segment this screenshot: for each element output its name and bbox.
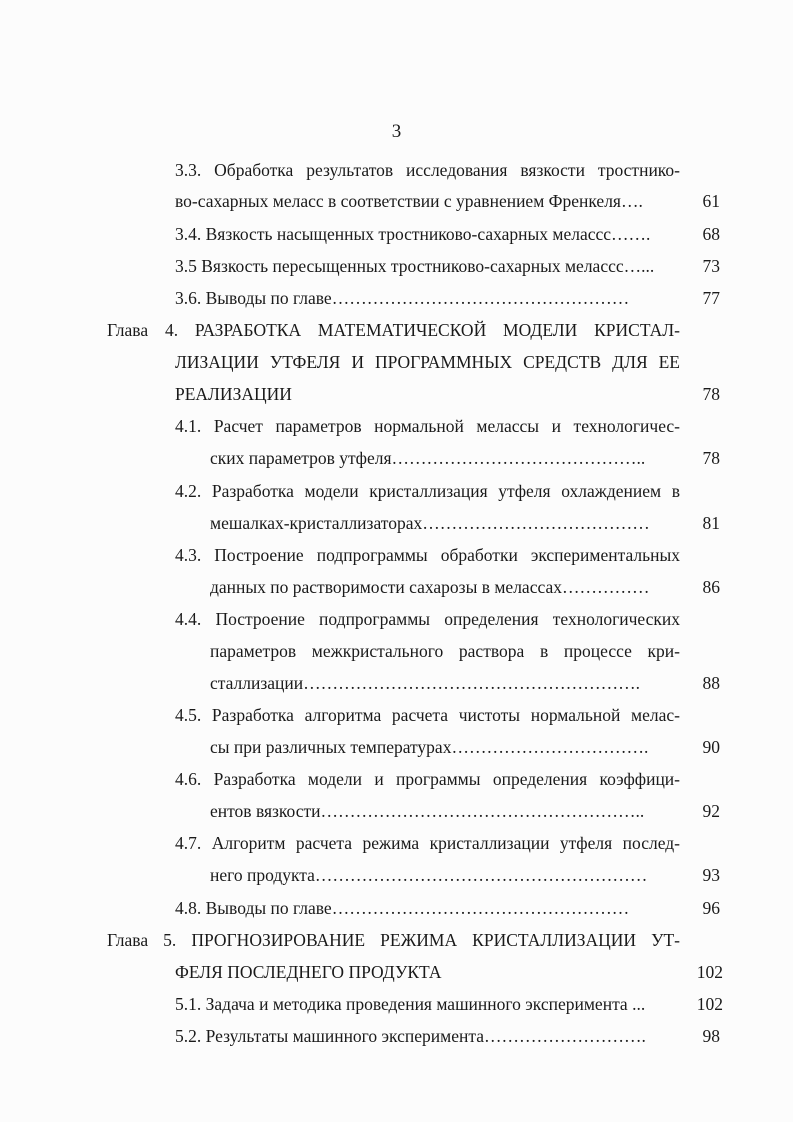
toc-chapter-5-line-2 xyxy=(175,960,723,984)
toc-entry-page: 90 xyxy=(702,737,720,757)
toc-entry-text: 4.5. Разработка алгоритма расчета чистоты нормальной мелас- xyxy=(175,705,680,725)
toc-chapter-5-line-1 xyxy=(107,928,680,952)
toc-entry-5-2 xyxy=(175,1024,720,1048)
toc-entry-4-3-line-1 xyxy=(175,543,680,567)
toc-entry-page: 96 xyxy=(702,898,720,918)
toc-entry-text: 4.8. Выводы по главе…………………………………………… xyxy=(175,898,630,918)
toc-entry-text: РЕАЛИЗАЦИИ xyxy=(175,384,292,404)
toc-entry-text: 3.6. Выводы по главе…………………………………………… xyxy=(175,288,630,308)
toc-entry-page: 78 xyxy=(702,448,720,468)
toc-entry-page: 86 xyxy=(702,577,720,597)
toc-entry-4-4-line-1 xyxy=(175,607,680,631)
toc-entry-page: 102 xyxy=(696,962,723,982)
toc-entry-text: 4.3. Построение подпрограммы обработки экспериментальных xyxy=(175,545,680,565)
toc-entry-4-7-line-1 xyxy=(175,831,680,855)
toc-entry-4-5-line-2 xyxy=(210,735,720,759)
toc-entry-4-1-line-1 xyxy=(175,414,680,438)
toc-entry-page: 93 xyxy=(702,865,720,885)
toc-entry-page: 68 xyxy=(702,224,720,244)
toc-chapter-4-line-2 xyxy=(175,350,680,374)
toc-entry-4-6-line-1 xyxy=(175,767,680,791)
toc-entry-page: 78 xyxy=(702,384,720,404)
toc-entry-text: него продукта………………………………………………… xyxy=(210,865,648,885)
toc-entry-text: параметров межкристального раствора в процессе кри- xyxy=(210,641,680,661)
toc-entry-page: 92 xyxy=(702,801,720,821)
toc-entry-text: 4.6. Разработка модели и программы определения коэффици- xyxy=(175,769,680,789)
toc-entry-text: ских параметров утфеля…………………………………….. xyxy=(210,448,646,468)
toc-entry-4-6-line-2 xyxy=(210,799,720,823)
toc-entry-4-5-line-1 xyxy=(175,703,680,727)
toc-entry-text: 3.4. Вязкость насыщенных тростниково-сахарных мелассс……. xyxy=(175,224,651,244)
toc-entry-text: 3.3. Обработка результатов исследования вязкости тростнико- xyxy=(175,160,680,180)
toc-entry-4-4-line-3 xyxy=(210,671,720,695)
toc-entry-page: 102 xyxy=(696,994,723,1014)
toc-entry-3-3-line-2 xyxy=(175,189,720,213)
toc-entry-text: ентов вязкости……………………………………………….. xyxy=(210,801,645,821)
toc-entry-text: мешалках-кристаллизаторах………………………………… xyxy=(210,513,650,533)
toc-entry-page: 81 xyxy=(702,513,720,533)
toc-entry-page: 88 xyxy=(702,673,720,693)
toc-entry-text: во-сахарных меласс в соответствии с уравнением Френкеля…. xyxy=(175,191,643,211)
toc-entry-4-3-line-2 xyxy=(210,575,720,599)
toc-entry-5-1 xyxy=(175,992,723,1016)
toc-entry-3-6 xyxy=(175,286,720,310)
toc-entry-3-4 xyxy=(175,222,720,246)
toc-entry-4-7-line-2 xyxy=(210,863,720,887)
toc-entry-text: Глава 5. ПРОГНОЗИРОВАНИЕ РЕЖИМА КРИСТАЛЛИЗАЦИИ УТ- xyxy=(107,930,680,950)
toc-entry-text: ЛИЗАЦИИ УТФЕЛЯ И ПРОГРАММНЫХ СРЕДСТВ ДЛЯ ЕЕ xyxy=(175,352,680,372)
toc-entry-text: 3.5 Вязкость пересыщенных тростниково-сахарных мелассс…... xyxy=(175,256,655,276)
toc-entry-3-3-line-1 xyxy=(175,158,680,182)
toc-entry-3-5 xyxy=(175,254,720,278)
toc-entry-4-1-line-2 xyxy=(210,446,720,470)
toc-entry-text: 4.4. Построение подпрограммы определения технологических xyxy=(175,609,680,629)
toc-chapter-4-line-1 xyxy=(107,318,680,342)
toc-entry-4-2-line-2 xyxy=(210,511,720,535)
toc-entry-page: 73 xyxy=(702,256,720,276)
toc-entry-4-2-line-1 xyxy=(175,479,680,503)
toc-entry-text: 4.2. Разработка модели кристаллизация утфеля охлаждением в xyxy=(175,481,680,501)
toc-entry-text: Глава 4. РАЗРАБОТКА МАТЕМАТИЧЕСКОЙ МОДЕЛИ КРИСТАЛ- xyxy=(107,320,680,340)
toc-entry-text: сталлизации…………………………………………………. xyxy=(210,673,641,693)
toc-entry-text: данных по растворимости сахарозы в мелассах…………… xyxy=(210,577,650,597)
toc-entry-text: 5.1. Задача и методика проведения машинного эксперимента ... xyxy=(175,994,646,1014)
toc-entry-text: ФЕЛЯ ПОСЛЕДНЕГО ПРОДУКТА xyxy=(175,962,442,982)
toc-entry-text: сы при различных температурах……………………………. xyxy=(210,737,649,757)
toc-chapter-4-line-3 xyxy=(175,382,720,406)
toc-entry-4-8 xyxy=(175,896,720,920)
toc-entry-page: 61 xyxy=(702,191,720,211)
toc-entry-page: 77 xyxy=(702,288,720,308)
toc-entry-page: 98 xyxy=(702,1026,720,1046)
page-number: 3 xyxy=(391,121,402,142)
toc-entry-text: 4.7. Алгоритм расчета режима кристаллизации утфеля послед- xyxy=(175,833,680,853)
toc-entry-text: 5.2. Результаты машинного эксперимента………………………. xyxy=(175,1026,646,1046)
toc-entry-text: 4.1. Расчет параметров нормальной мелассы и технологичес- xyxy=(175,416,680,436)
toc-entry-4-4-line-2 xyxy=(210,639,680,663)
